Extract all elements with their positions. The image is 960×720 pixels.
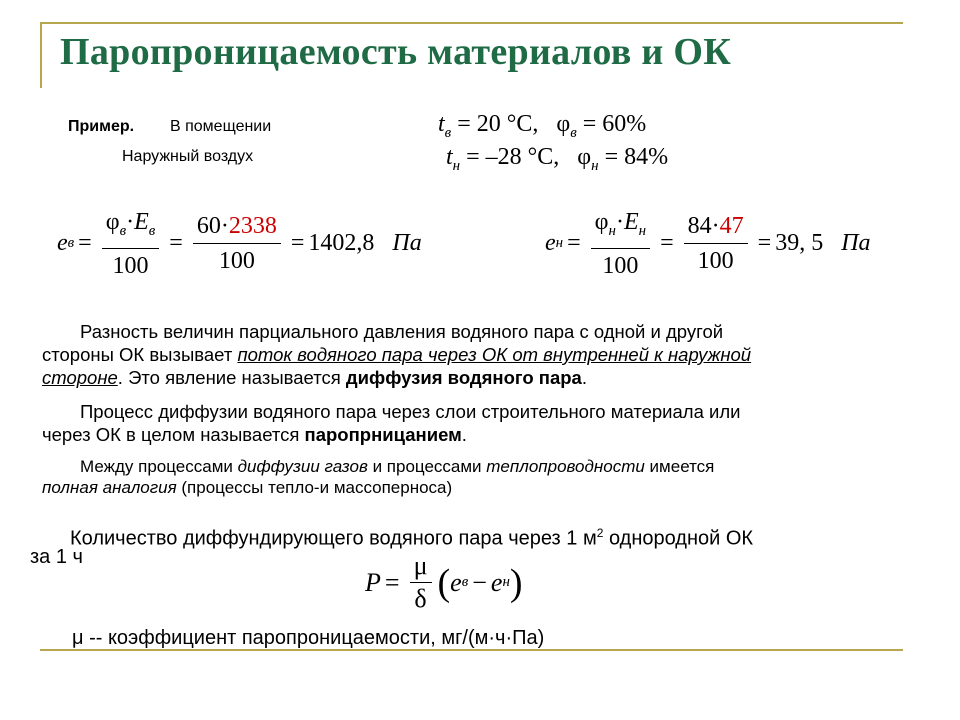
para2-line1: Процесс диффузии водяного пара через слои строительного материала или <box>80 401 741 422</box>
fraction-numeric: $\frac{60\cdot 2338}{100}$ <box>193 211 281 276</box>
formula-inside-pressure: e в = $\frac{\varphi_в\cdot E_в}{100}$ = $\frac{60\cdot 2338}{100}$ = 1402,8 Па <box>57 209 422 279</box>
example-room-label: В помещении <box>170 118 272 135</box>
formula-outside-pressure: e н = $\frac{\varphi_н\cdot E_н}{100}$ = $\frac{84\cdot 47}{100}$ = 39, 5 Па <box>545 209 871 279</box>
fraction-mu-delta: $\frac{\mu}{\delta}$ <box>410 552 432 613</box>
para3-line1: Между процессами диффузии газов и процессами теплопроводности имеется <box>80 457 715 476</box>
para1-line3: стороне. Это явление называется диффузия водяного пара. <box>42 367 587 388</box>
para2-line2: через ОК в целом называется паропрницанием. <box>42 424 467 445</box>
para4-line1: Количество диффундирующего водяного пара через 1 $м^2$ однородной ОК <box>70 526 754 550</box>
para4-line2: за 1 ч <box>30 546 83 568</box>
fraction-symbolic: $\frac{\varphi_в\cdot E_в}{100}$ <box>102 207 160 281</box>
formula-vapor-flow: P = $\frac{\mu}{\delta}$ ( e в − e н ) <box>365 551 523 613</box>
mu-definition: μ -- коэффициент паропроницаемости, мг/(м·ч·Па) <box>72 627 545 649</box>
para3-line2: полная аналогия (процессы тепло-и массоперноса) <box>42 478 453 497</box>
frame-top-line <box>40 22 903 24</box>
slide-title: Паропроницаемость материалов и ОК <box>60 31 732 73</box>
inside-conditions: $t_в = 20$ °C, $\varphi_в = 60\%$ <box>438 111 647 141</box>
fraction-numeric: $\frac{84\cdot 47}{100}$ <box>684 211 748 276</box>
para1-line1: Разность величин парциального давления водяного пара с одной и другой <box>80 321 724 342</box>
frame-left-line <box>40 22 42 88</box>
fraction-symbolic: $\frac{\varphi_н\cdot E_н}{100}$ <box>591 207 650 281</box>
outside-conditions: $t_н = -28$ °C, $\varphi_н = 84\%$ <box>446 144 669 174</box>
para1-line2: стороны ОК вызывает поток водяного пара через ОК от внутренней к наружной <box>42 344 752 365</box>
example-label: Пример. <box>68 118 135 135</box>
example-outside-label: Наружный воздух <box>122 148 254 165</box>
